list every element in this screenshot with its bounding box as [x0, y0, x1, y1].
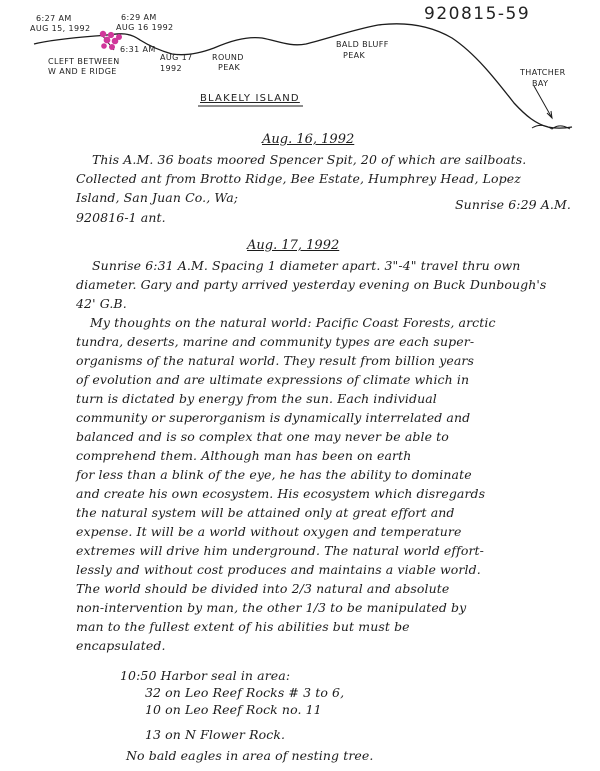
entry-line: expense. It will be a world without oxygen and temperature: [76, 524, 462, 539]
place-label: ROUND: [212, 53, 244, 62]
entry-line: balanced and is so complex that one may never be able to: [76, 429, 449, 444]
entry-line: lessly and without cost produces and maintains a viable world.: [76, 562, 481, 577]
entry-line: 42' G.B.: [76, 296, 127, 311]
entry-line: of evolution and are ultimate expressions of climate which in: [76, 372, 470, 387]
entry-line: The world should be divided into 2/3 natural and absolute: [76, 581, 450, 596]
entry-line: for less than a blink of the eye, he has the ability to dominate: [76, 467, 472, 482]
entry-line: 920816-1 ant.: [76, 210, 166, 225]
document-id: 920815-59: [424, 4, 531, 24]
sun-marker: [100, 31, 106, 37]
sun-marker: [116, 34, 122, 40]
place-label: PEAK: [343, 51, 366, 60]
date-label: 1992: [160, 64, 182, 73]
pointer-line: [534, 86, 552, 118]
entry-date: Aug. 17, 1992: [247, 238, 340, 253]
time-label: 6:29 AM: [121, 13, 157, 22]
note-line: 32 on Leo Reef Rocks # 3 to 6,: [145, 685, 345, 700]
place-label: BALD BLUFF: [336, 40, 389, 49]
entry-line: comprehend them. Although man has been on earth: [76, 448, 412, 463]
time-label: 6:27 AM: [36, 14, 72, 23]
island-title: BLAKELY ISLAND: [200, 93, 300, 104]
entry-line: My thoughts on the natural world: Pacific Coast Forests, arctic: [90, 315, 496, 330]
time-label: 6:31 AM: [120, 45, 156, 54]
note-line: 13 on N Flower Rock.: [145, 727, 286, 742]
place-label: THATCHER: [520, 68, 566, 77]
entry-line: turn is dictated by energy from the sun. Each individual: [76, 391, 437, 406]
entry-line: organisms of the natural world. They result from billion years: [76, 353, 475, 368]
entry-date: Aug. 16, 1992: [262, 132, 355, 147]
place-label: CLEFT BETWEEN: [48, 57, 120, 66]
place-label: W AND E RIDGE: [48, 67, 117, 76]
note-line: 10:50 Harbor seal in area:: [120, 668, 291, 683]
entry-line: and create his own ecosystem. His ecosystem which disregards: [76, 486, 486, 501]
entry-line: Sunrise 6:29 A.M.: [455, 197, 571, 212]
entry-line: encapsulated.: [76, 638, 166, 653]
date-label: AUG 17: [160, 53, 193, 62]
entry-line: the natural system will be attained only at great effort and: [76, 505, 455, 520]
entry-line: Sunrise 6:31 A.M. Spacing 1 diameter apart. 3"-4" travel thru own: [92, 258, 521, 273]
entry-line: Island, San Juan Co., Wa;: [76, 190, 239, 205]
entry-line: community or superorganism is dynamically interrelated and: [76, 410, 471, 425]
entry-line: tundra, deserts, marine and community types are each super-: [76, 334, 475, 349]
entry-line: extremes will drive him underground. The natural world effort-: [76, 543, 484, 558]
date-label: AUG 16 1992: [116, 23, 174, 32]
entry-line: man to the fullest extent of his abilities but must be: [76, 619, 410, 634]
place-label: BAY: [532, 79, 549, 88]
entry-line: Collected ant from Brotto Ridge, Bee Estate, Humphrey Head, Lopez: [76, 171, 521, 186]
entry-line: diameter. Gary and party arrived yesterday evening on Buck Dunbough's: [76, 277, 547, 292]
sun-marker: [101, 43, 107, 49]
place-label: PEAK: [218, 63, 241, 72]
sun-marker: [109, 44, 115, 50]
sun-marker: [108, 32, 114, 38]
date-label: AUG 15, 1992: [30, 24, 91, 33]
entry-line: non-intervention by man, the other 1/3 to be manipulated by: [76, 600, 467, 615]
note-line: No bald eagles in area of nesting tree.: [126, 748, 374, 763]
entry-line: This A.M. 36 boats moored Spencer Spit, 20 of which are sailboats.: [92, 152, 527, 167]
note-line: 10 on Leo Reef Rock no. 11: [145, 702, 322, 717]
